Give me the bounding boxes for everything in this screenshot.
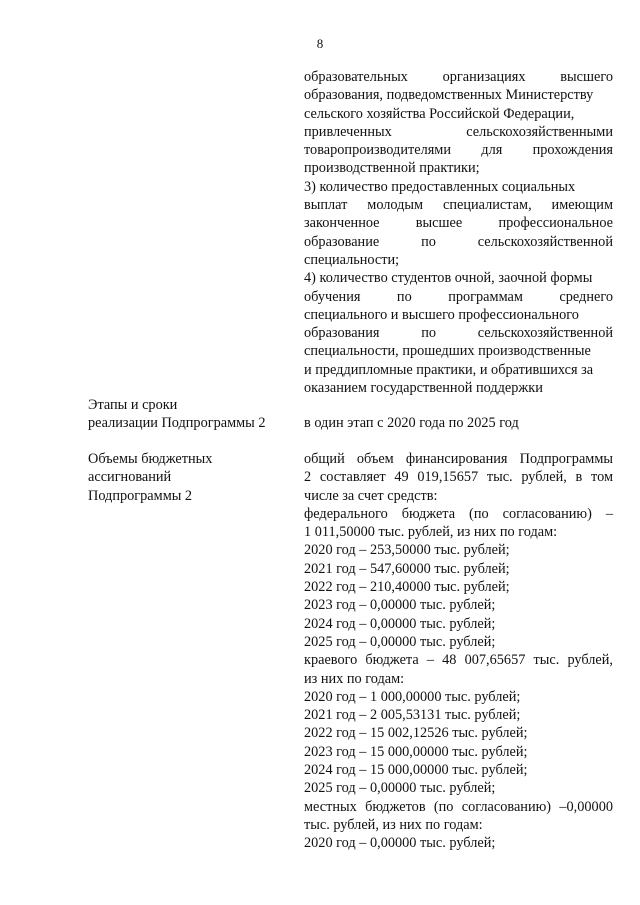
text-line: 2020 год – 0,00000 тыс. рублей; bbox=[304, 835, 496, 852]
text-line: выплат молодым специалистам, имеющим bbox=[304, 197, 613, 214]
text-line: числе за счет средств: bbox=[304, 487, 438, 504]
text-line: тыс. рублей, из них по годам: bbox=[304, 816, 483, 833]
text-line: 2021 год – 547,60000 тыс. рублей; bbox=[304, 560, 510, 577]
top-text-block bbox=[304, 68, 613, 397]
text-line: 2020 год – 253,50000 тыс. рублей; bbox=[304, 542, 510, 559]
text-line: 2024 год – 0,00000 тыс. рублей; bbox=[304, 615, 496, 632]
text-line: 2023 год – 0,00000 тыс. рублей; bbox=[304, 597, 496, 614]
text-line: производственной практики; bbox=[304, 160, 480, 177]
page-number: 8 bbox=[316, 36, 324, 51]
label-line: Подпрограммы 2 bbox=[88, 487, 193, 504]
stages-value bbox=[304, 414, 613, 432]
text-line: 2022 год – 15 002,12526 тыс. рублей; bbox=[304, 725, 528, 742]
text-line: образования по сельскохозяйственной bbox=[304, 325, 613, 342]
text-line: законченное высшее профессиональное bbox=[304, 215, 613, 232]
text-line: образования, подведомственных Министерству bbox=[304, 87, 594, 104]
text-line: 2022 год – 210,40000 тыс. рублей; bbox=[304, 579, 510, 596]
text-line: общий объем финансирования Подпрограммы bbox=[304, 451, 613, 467]
text-line: 2023 год – 15 000,00000 тыс. рублей; bbox=[304, 743, 528, 760]
stages-label bbox=[88, 396, 288, 433]
label-line: ассигнований bbox=[88, 469, 172, 486]
text-line: 2024 год – 15 000,00000 тыс. рублей; bbox=[304, 762, 528, 779]
budget-label bbox=[88, 450, 288, 505]
text-line: 2020 год – 1 000,00000 тыс. рублей; bbox=[304, 688, 521, 705]
label-line: Объемы бюджетных bbox=[88, 451, 213, 467]
budget-text-block bbox=[304, 450, 613, 853]
text-line: в один этап с 2020 года по 2025 год bbox=[304, 415, 519, 431]
text-line: 3) количество предоставленных социальных bbox=[304, 178, 576, 195]
text-line: оказанием государственной поддержки bbox=[304, 380, 543, 397]
text-line: и преддипломные практики, и обратившихся за bbox=[304, 361, 594, 378]
text-line: 2025 год – 0,00000 тыс. рублей; bbox=[304, 633, 496, 650]
text-line: сельского хозяйства Российской Федерации, bbox=[304, 105, 575, 122]
text-line: специальности; bbox=[304, 251, 400, 268]
text-line: образование по сельскохозяйственной bbox=[304, 233, 613, 250]
text-line: федерального бюджета (по согласованию) – bbox=[304, 505, 613, 522]
text-line: 2025 год – 0,00000 тыс. рублей; bbox=[304, 780, 496, 797]
text-line: 4) количество студентов очной, заочной формы bbox=[304, 270, 593, 287]
text-line: краевого бюджета – 48 007,65657 тыс. рублей, bbox=[304, 652, 613, 669]
text-line: специальности, прошедших производственные bbox=[304, 343, 591, 360]
text-line: специального и высшего профессионального bbox=[304, 306, 579, 323]
text-line: товаропроизводителями для прохождения bbox=[304, 142, 613, 159]
text-line: 2 составляет 49 019,15657 тыс. рублей, в том bbox=[304, 469, 613, 486]
text-line: обучения по программам среднего bbox=[304, 288, 613, 305]
text-line: из них по годам: bbox=[304, 670, 405, 687]
text-line: 2021 год – 2 005,53131 тыс. рублей; bbox=[304, 707, 521, 724]
text-line: привлеченных сельскохозяйственными bbox=[304, 123, 613, 140]
text-line: образовательных организациях высшего bbox=[304, 69, 613, 85]
label-line: реализации Подпрограммы 2 bbox=[88, 415, 266, 432]
text-line: 1 011,50000 тыс. рублей, из них по годам: bbox=[304, 524, 558, 541]
label-line: Этапы и сроки bbox=[88, 397, 178, 413]
text-line: местных бюджетов (по согласованию) –0,00000 bbox=[304, 798, 613, 815]
